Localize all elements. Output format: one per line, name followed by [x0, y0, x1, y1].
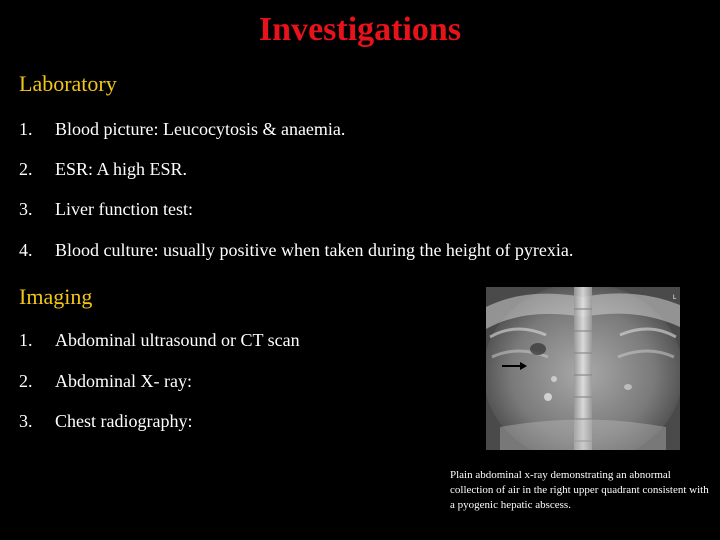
list-item-text: Chest radiography:	[55, 411, 193, 431]
svg-text:L: L	[673, 295, 677, 301]
slide-title: Investigations	[258, 11, 462, 48]
list-item-text: Blood culture: usually positive when taken during the height of pyrexia.	[55, 240, 574, 260]
imaging-list-item	[19, 369, 192, 393]
list-item-number: 3.	[19, 411, 33, 431]
list-item-number: 4.	[19, 240, 33, 260]
laboratory-list-item	[19, 197, 193, 221]
laboratory-list-item	[19, 117, 345, 141]
xray-image	[486, 287, 680, 450]
list-item-text: ESR: A high ESR.	[55, 159, 188, 179]
imaging-list-item	[19, 409, 192, 433]
list-item-text: Blood picture: Leucocytosis & anaemia.	[55, 119, 346, 139]
imaging-heading: Imaging	[19, 284, 93, 309]
xray-illustration	[486, 287, 680, 450]
laboratory-list-item	[19, 157, 187, 181]
xray-caption: Plain abdominal x-ray demonstrating an abnormal collection of air in the right upper quadrant consistent with a pyogenic hepatic abscess.	[450, 469, 709, 511]
list-item-number: 1.	[19, 119, 33, 139]
list-item-number: 2.	[19, 371, 33, 391]
list-item-number: 2.	[19, 159, 33, 179]
laboratory-list-item	[19, 238, 573, 262]
list-item-number: 1.	[19, 330, 33, 350]
list-item-text: Abdominal X- ray:	[55, 371, 192, 391]
list-item-number: 3.	[19, 199, 33, 219]
list-item-text: Liver function test:	[55, 199, 193, 219]
list-item-text: Abdominal ultrasound or CT scan	[55, 330, 300, 350]
imaging-list-item	[19, 328, 300, 352]
laboratory-heading: Laboratory	[19, 71, 117, 96]
